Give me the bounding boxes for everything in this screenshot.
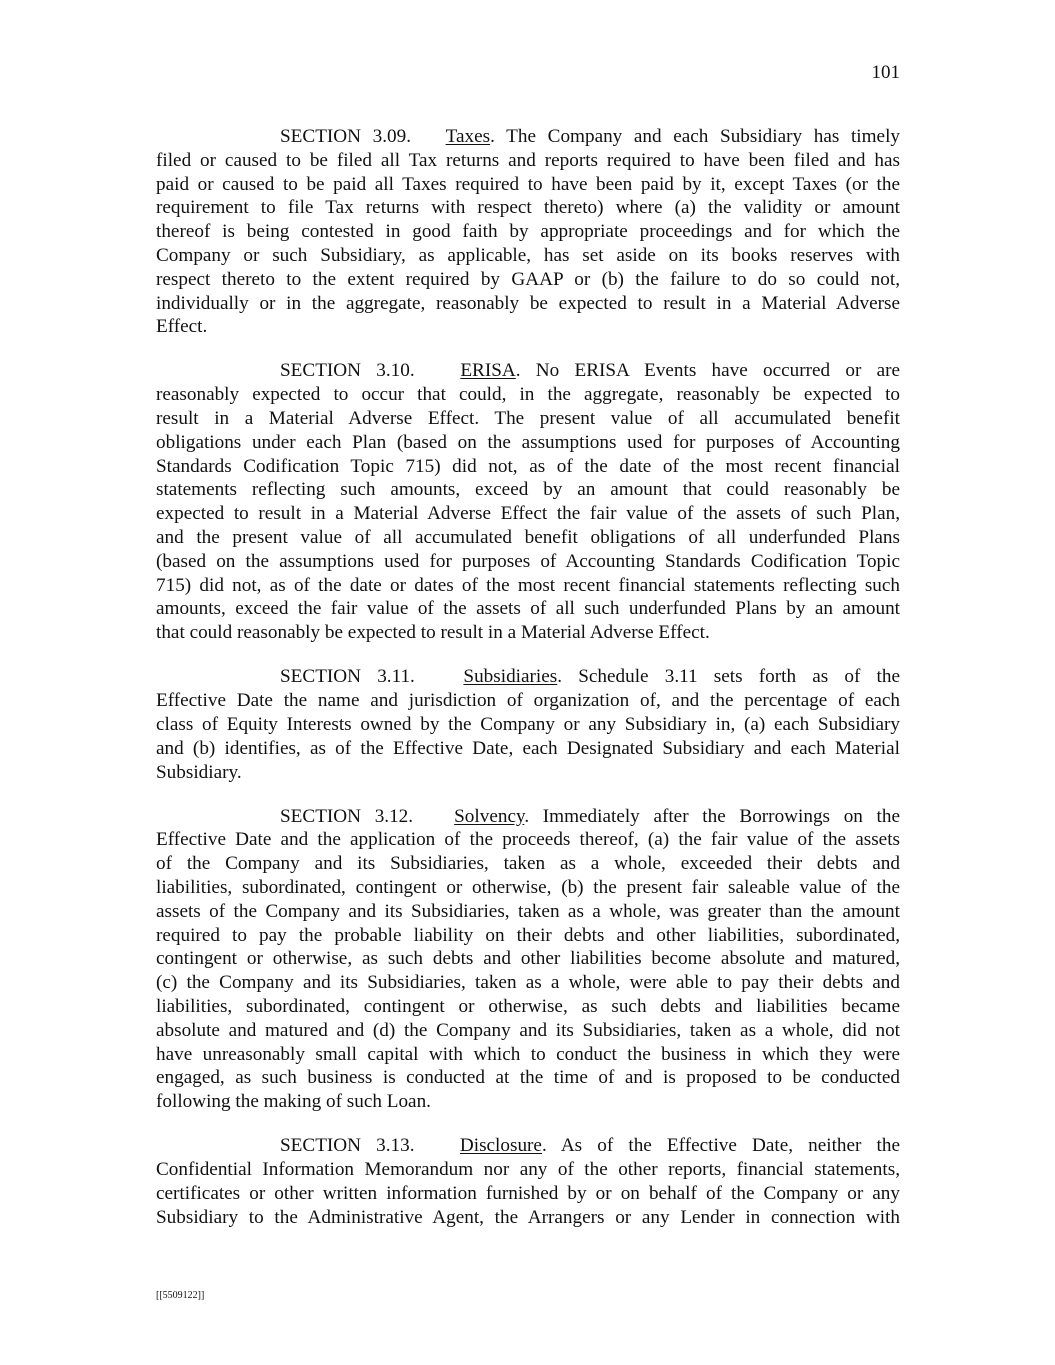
section-number: SECTION 3.10. [280, 360, 415, 382]
section-heading-text: . Immediately after the Borrowings on the [524, 805, 901, 827]
section-number: SECTION 3.13. [280, 1135, 415, 1157]
section-heading-text: . The Company and each Subsidiary has timely [490, 126, 900, 147]
text-line: obligations under each Plan (based on the assumptions used for purposes of Accounting [156, 431, 900, 453]
text-line: Subsidiary to the Administrative Agent, the Arrangers or any Lender in connection with [156, 1206, 900, 1228]
section-paragraph [156, 359, 900, 645]
text-line: liabilities, subordinated, contingent or otherwise, as such debts and liabilities became [156, 995, 900, 1017]
section-title: Disclosure [459, 1135, 542, 1157]
text-line: reasonably expected to occur that could, in the aggregate, reasonably be expected to [156, 384, 900, 406]
text-line: 715) did not, as of the date or dates of the most recent financial statements reflecting such [156, 574, 900, 596]
section-paragraph [156, 125, 900, 339]
text-line: have unreasonably small capital with which to conduct the business in which they were [156, 1043, 900, 1065]
section-paragraph [156, 665, 900, 784]
section-title: ERISA [460, 360, 516, 382]
text-line: Standards Codification Topic 715) did not, as of the date of the most recent financial [156, 455, 900, 477]
section-heading-line [156, 125, 900, 149]
text-line: result in a Material Adverse Effect. The present value of all accumulated benefit [156, 408, 900, 430]
section-number: SECTION 3.09. [280, 126, 412, 147]
section-heading-line [156, 1134, 900, 1158]
text-line: absolute and matured and (d) the Company and its Subsidiaries, taken as a whole, did not [156, 1019, 900, 1041]
section-number: SECTION 3.11. [280, 666, 415, 688]
section-heading-line [156, 665, 900, 689]
text-line: individually or in the aggregate, reasonably be expected to result in a Material Adverse [156, 292, 900, 314]
text-line: Effective Date and the application of the proceeds thereof, (a) the fair value of the assets [156, 829, 900, 851]
document-body [156, 125, 900, 1250]
text-line: (c) the Company and its Subsidiaries, taken as a whole, were able to pay their debts and [156, 972, 900, 994]
text-line: contingent or otherwise, as such debts and other liabilities become absolute and matured, [156, 948, 900, 970]
text-line: Confidential Information Memorandum nor any of the other reports, financial statements, [156, 1159, 900, 1181]
text-line: liabilities, subordinated, contingent or otherwise, (b) the present fair saleable value of the [156, 877, 900, 898]
section-title: Solvency [454, 805, 525, 827]
section-heading-text: . As of the Effective Date, neither the [541, 1135, 900, 1157]
section-number: SECTION 3.12. [280, 805, 414, 827]
section-title: Taxes [445, 126, 491, 147]
section-heading-text: . Schedule 3.11 sets forth as of the [557, 666, 900, 688]
section-title: Subsidiaries [463, 666, 558, 688]
text-line: filed or caused to be filed all Tax returns and reports required to have been filed and has [156, 149, 900, 171]
text-line: Effective Date the name and jurisdiction of organization of, and the percentage of each [156, 690, 900, 712]
text-line: required to pay the probable liability on their debts and other liabilities, subordinated, [156, 924, 900, 946]
text-line: respect thereto to the extent required by GAAP or (b) the failure to do so could not, [156, 268, 900, 290]
section-paragraph [156, 805, 900, 1114]
text-line: Company or such Subsidiary, as applicable, has set aside on its books reserves with [156, 244, 900, 266]
text-line: of the Company and its Subsidiaries, taken as a whole, exceeded their debts and [156, 853, 900, 875]
text-line: that could reasonably be expected to result in a Material Adverse Effect. [156, 622, 710, 644]
text-line: (based on the assumptions used for purposes of Accounting Standards Codification Topic [156, 550, 900, 572]
text-line: expected to result in a Material Adverse Effect the fair value of the assets of such Plan, [156, 503, 900, 525]
text-line: and (b) identifies, as of the Effective Date, each Designated Subsidiary and each Material [156, 737, 900, 759]
text-line: class of Equity Interests owned by the Company or any Subsidiary in, (a) each Subsidiary [156, 713, 900, 735]
section-paragraph [156, 1134, 900, 1229]
text-line: amounts, exceed the fair value of the assets of all such underfunded Plans by an amount [156, 598, 900, 620]
text-line: requirement to file Tax returns with respect thereto) where (a) the validity or amount [156, 197, 900, 219]
text-line: assets of the Company and its Subsidiaries, taken as a whole, was greater than the amount [156, 900, 900, 922]
text-line: Effect. [156, 316, 208, 338]
section-heading-text: . No ERISA Events have occurred or are [515, 360, 900, 382]
text-line: paid or caused to be paid all Taxes required to have been paid by it, except Taxes (or the [156, 173, 900, 195]
page-number: 101 [871, 62, 900, 83]
text-line: certificates or other written information furnished by or on behalf of the Company or any [156, 1182, 900, 1204]
text-line: thereof is being contested in good faith by appropriate proceedings and for which the [156, 221, 900, 243]
document-id-footer: [[5509122]] [156, 1290, 205, 1301]
text-line: statements reflecting such amounts, exceed by an amount that could reasonably be [156, 479, 900, 501]
text-line: engaged, as such business is conducted at the time of and is proposed to be conducted [156, 1067, 900, 1089]
section-heading-line [156, 805, 900, 829]
section-heading-line [156, 359, 900, 383]
text-line: and the present value of all accumulated benefit obligations of all underfunded Plans [156, 527, 900, 549]
text-line: Subsidiary. [156, 761, 242, 783]
text-line: following the making of such Loan. [156, 1091, 431, 1113]
